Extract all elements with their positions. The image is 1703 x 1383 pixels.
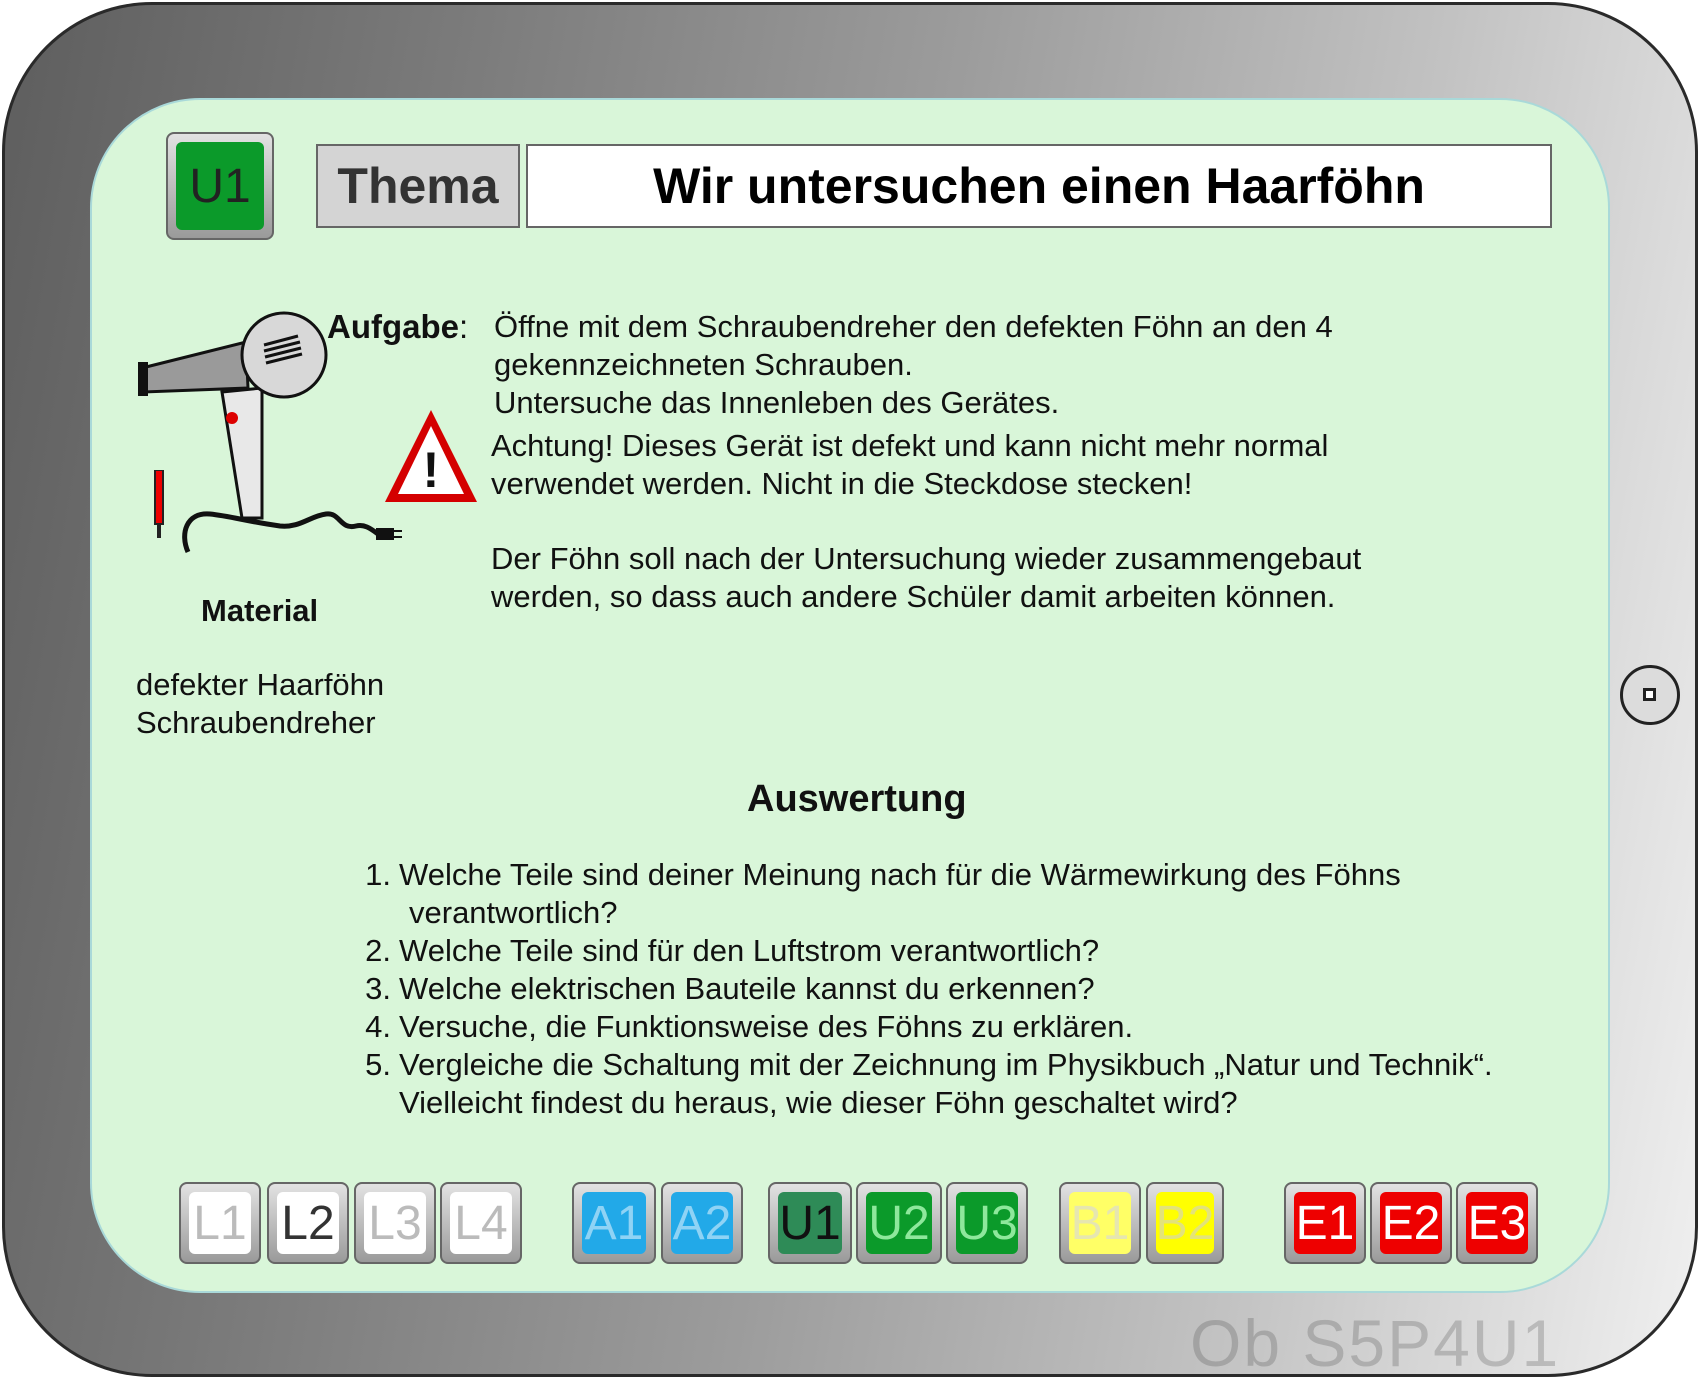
list-item — [353, 1046, 1493, 1122]
task-label-wrap — [327, 308, 468, 346]
nav-button-b2[interactable] — [1146, 1182, 1224, 1264]
nav-button-a2[interactable] — [661, 1182, 743, 1264]
question-text: Versuche, die Funktionsweise des Föhns zu erklären. — [399, 1009, 1134, 1044]
task-colon: : — [459, 308, 469, 345]
nav-button-label: L3 — [364, 1192, 426, 1254]
nav-button-l4[interactable] — [440, 1182, 522, 1264]
material-item: defekter Haarföhn — [136, 667, 385, 702]
nav-button-l3[interactable] — [354, 1182, 436, 1264]
nav-button-u1[interactable] — [768, 1182, 852, 1264]
nav-button-label: E2 — [1380, 1192, 1442, 1254]
page-title: Wir untersuchen einen Haarföhn — [526, 144, 1552, 228]
nav-button-u2[interactable] — [856, 1182, 942, 1264]
nav-button-e3[interactable] — [1456, 1182, 1538, 1264]
nav-button-label: U2 — [866, 1192, 932, 1254]
question-text: Vergleiche die Schaltung mit der Zeichnung im Physikbuch „Natur und Technik“. — [399, 1047, 1493, 1082]
nav-button-label: L2 — [277, 1192, 339, 1254]
nav-button-a1[interactable] — [572, 1182, 656, 1264]
nav-button-label: U1 — [778, 1192, 842, 1254]
note-line: Der Föhn soll nach der Untersuchung wieder zusammengebaut — [491, 541, 1362, 576]
question-number: 3. — [365, 971, 391, 1006]
question-number: 2. — [365, 933, 391, 968]
thema-label: Thema — [316, 144, 520, 228]
nav-button-b1[interactable] — [1059, 1182, 1141, 1264]
nav-button-l1[interactable] — [179, 1182, 261, 1264]
question-list — [353, 856, 1493, 1122]
nav-button-label: B2 — [1156, 1192, 1214, 1254]
nav-button-label: E3 — [1466, 1192, 1528, 1254]
current-badge-label: U1 — [176, 142, 264, 230]
nav-button-label: B1 — [1069, 1192, 1131, 1254]
material-list — [136, 666, 384, 742]
nav-button-e2[interactable] — [1370, 1182, 1452, 1264]
nav-button-label: A1 — [582, 1192, 646, 1254]
question-text: verantwortlich? — [409, 895, 618, 930]
material-item: Schraubendreher — [136, 705, 376, 740]
warning-icon — [380, 404, 482, 508]
nav-button-e1[interactable] — [1284, 1182, 1366, 1264]
list-item — [353, 1008, 1493, 1046]
list-item — [353, 970, 1493, 1008]
task-label: Aufgabe — [327, 308, 459, 345]
home-icon — [1643, 688, 1656, 701]
evaluation-heading: Auswertung — [747, 778, 967, 820]
list-item — [353, 932, 1493, 970]
current-badge — [166, 132, 274, 240]
screwdriver-icon — [150, 470, 170, 540]
material-heading: Material — [201, 593, 319, 628]
nav-button-label: U3 — [956, 1192, 1018, 1254]
nav-button-label: E1 — [1294, 1192, 1356, 1254]
warning-line: Achtung! Dieses Gerät ist defekt und kann nicht mehr normal — [491, 428, 1329, 463]
question-number: 4. — [365, 1009, 391, 1044]
list-item — [353, 856, 1493, 932]
nav-button-label: A2 — [671, 1192, 733, 1254]
warning-line: verwendet werden. Nicht in die Steckdose stecken! — [491, 466, 1193, 501]
question-number: 1. — [365, 857, 391, 892]
task-line: Öffne mit dem Schraubendreher den defekten Föhn an den 4 — [494, 309, 1333, 344]
nav-button-l2[interactable] — [267, 1182, 349, 1264]
question-text: Welche Teile sind für den Luftstrom verantwortlich? — [399, 933, 1100, 968]
question-text: Welche Teile sind deiner Meinung nach für die Wärmewirkung des Föhns — [399, 857, 1401, 892]
task-line: gekennzeichneten Schrauben. — [494, 347, 913, 382]
svg-text:!: ! — [422, 442, 440, 498]
question-text: Welche elektrischen Bauteile kannst du erkennen? — [399, 971, 1095, 1006]
note-line: werden, so dass auch andere Schüler damit arbeiten können. — [491, 579, 1336, 614]
warning-text — [491, 427, 1328, 503]
watermark: Ob S5P4U1 — [1190, 1306, 1561, 1380]
task-line: Untersuche das Innenleben des Gerätes. — [494, 385, 1060, 420]
nav-button-label: L1 — [189, 1192, 251, 1254]
nav-button-u3[interactable] — [946, 1182, 1028, 1264]
question-number: 5. — [365, 1047, 391, 1082]
question-text: Vielleicht findest du heraus, wie dieser Föhn geschaltet wird? — [399, 1085, 1238, 1120]
home-button[interactable] — [1620, 665, 1680, 725]
nav-button-label: L4 — [450, 1192, 512, 1254]
task-text — [494, 308, 1333, 422]
note-text — [491, 540, 1361, 616]
